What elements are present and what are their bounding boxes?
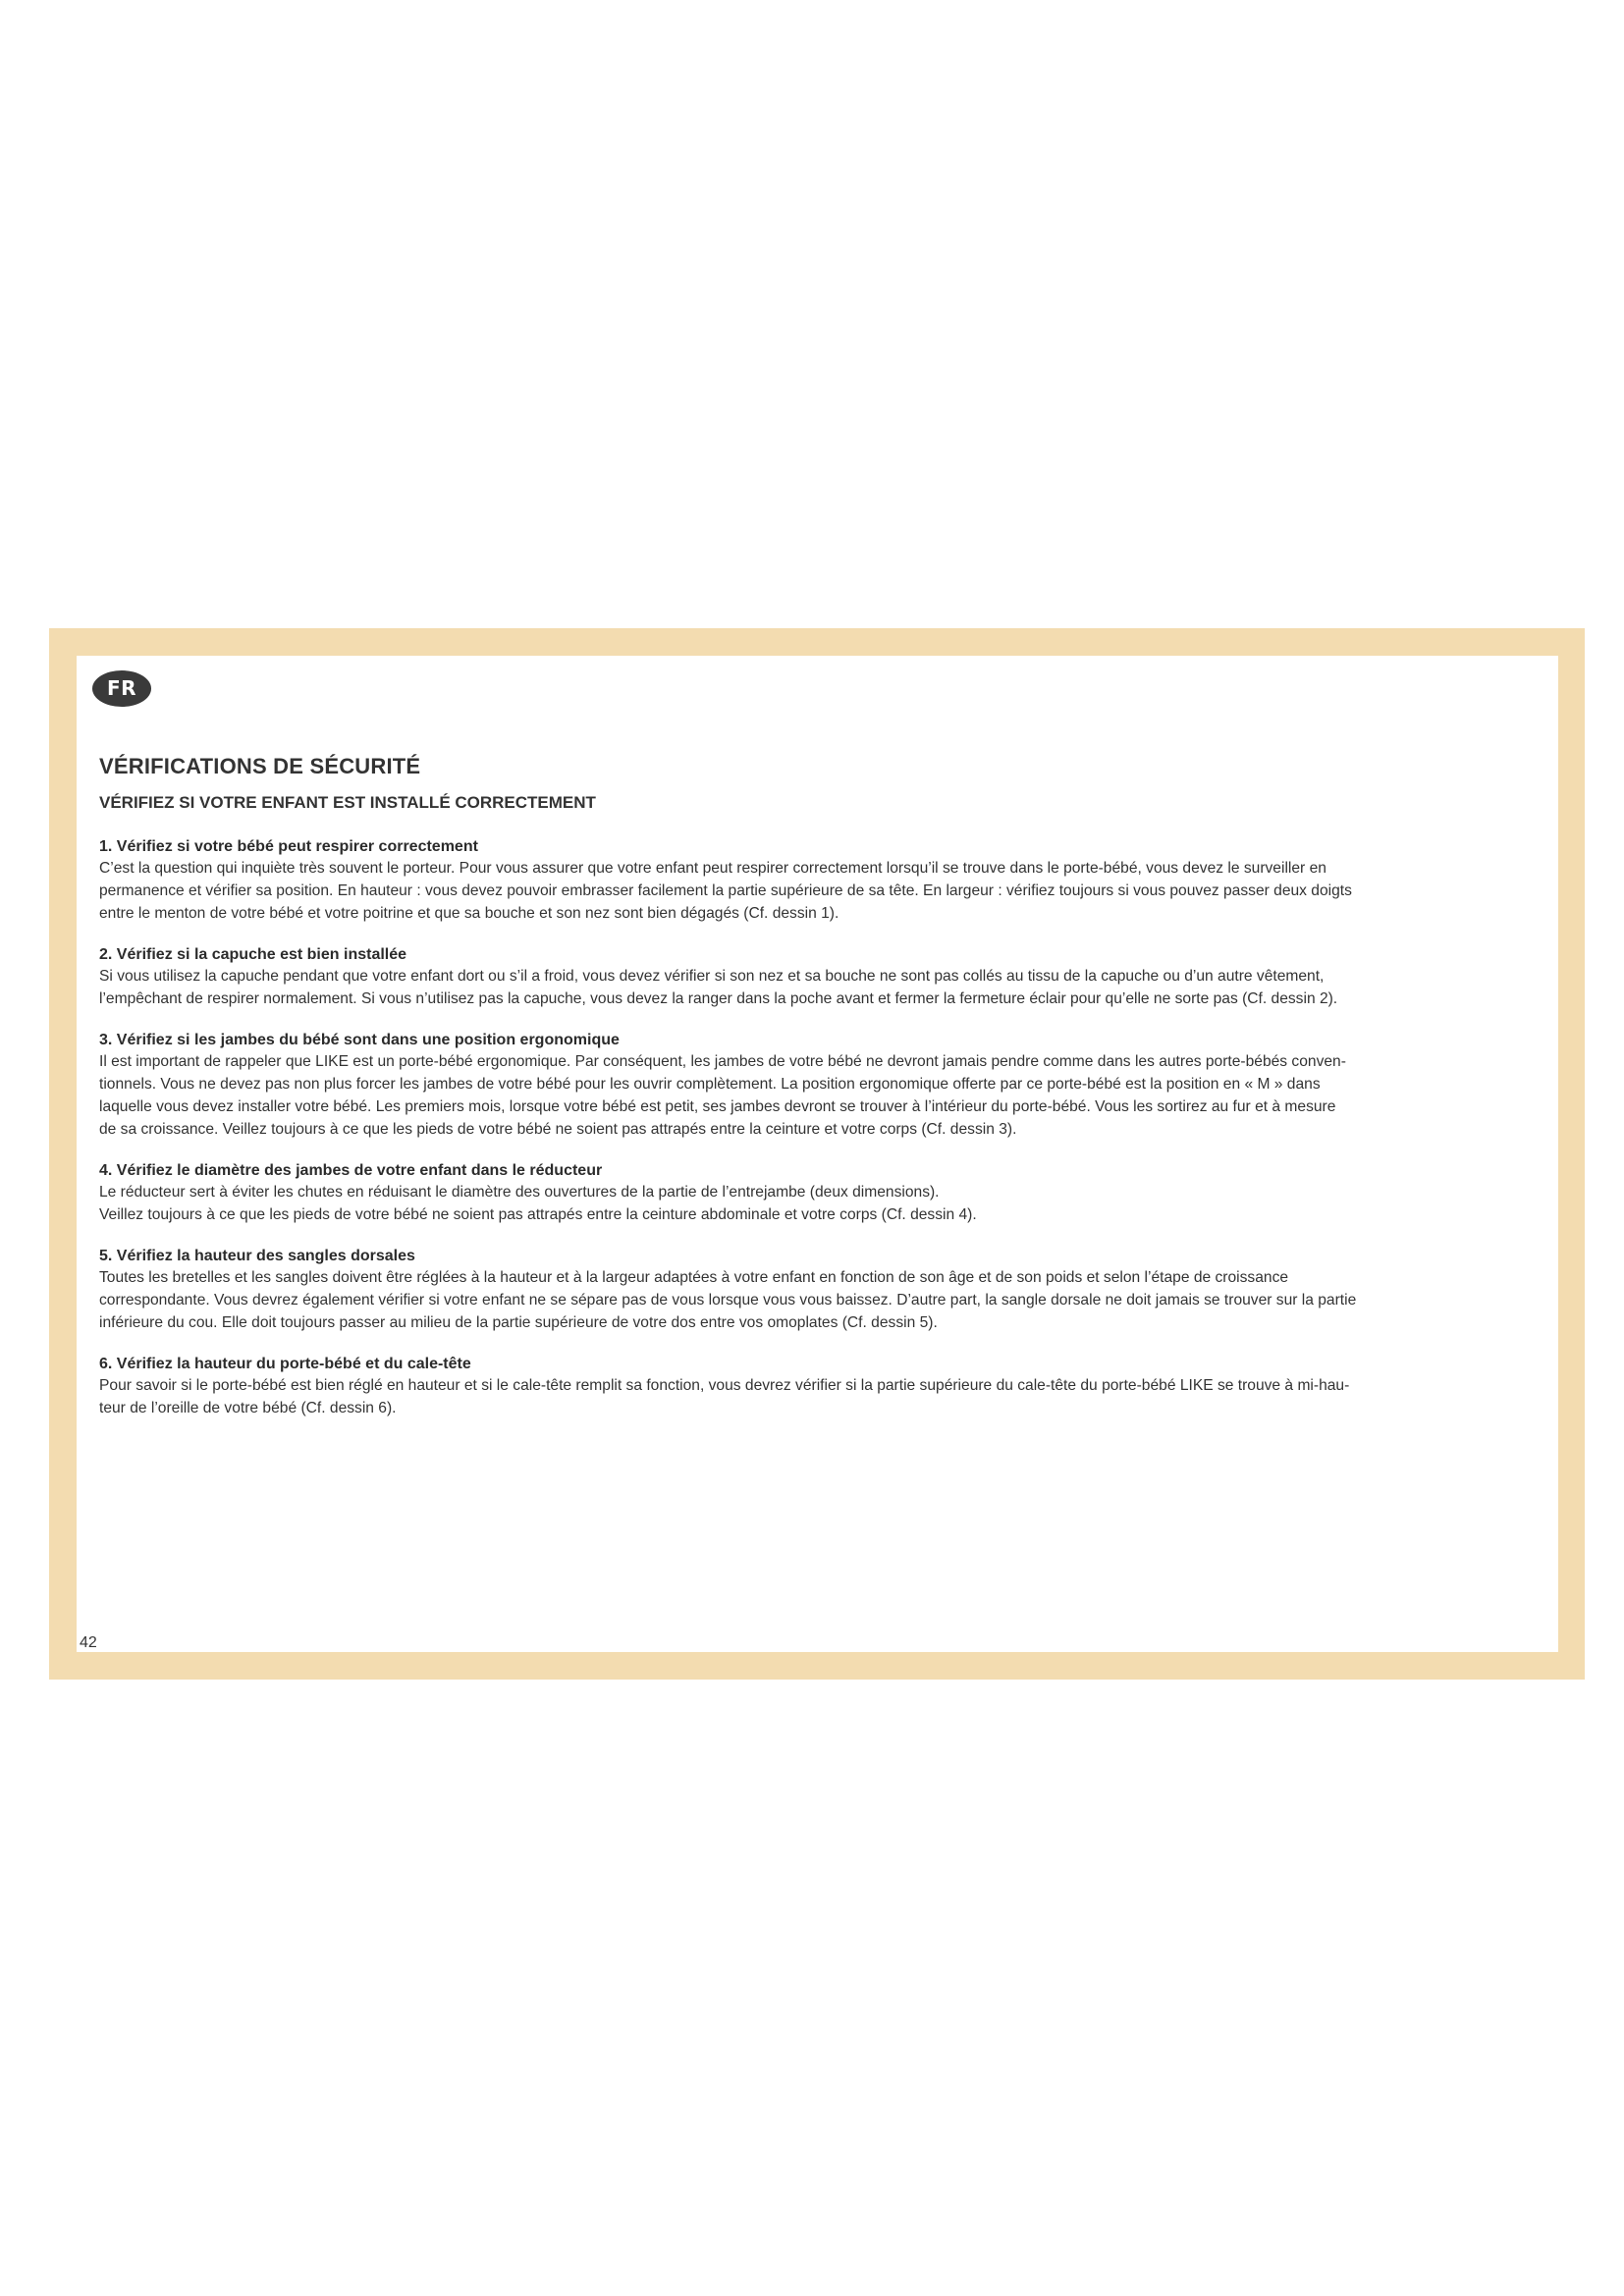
section-2 — [99, 944, 1535, 1010]
section-body — [99, 1181, 1535, 1226]
text-line: permanence et vérifier sa position. En hauteur : vous devez pouvoir embrasser facilement la partie supérieure de sa tête. En largeur : vérifiez toujours si vous pouvez passer deux doigts — [99, 882, 1352, 899]
section-body — [99, 1050, 1535, 1141]
text-line: Le réducteur sert à éviter les chutes en réduisant le diamètre des ouvertures de la partie de l’entrejambe (deux dimensions). — [99, 1184, 940, 1201]
section-body — [99, 965, 1535, 1010]
section-3 — [99, 1030, 1535, 1141]
section-body — [99, 857, 1535, 925]
text-line: C’est la question qui inquiète très souvent le porteur. Pour vous assurer que votre enfant peut respirer correctement lorsqu’il se trouve dans le porte-bébé, vous devez le surveiller en — [99, 860, 1326, 877]
section-heading: 1. Vérifiez si votre bébé peut respirer correctement — [99, 838, 478, 855]
page-subtitle: VÉRIFIEZ SI VOTRE ENFANT EST INSTALLÉ CORRECTEMENT — [99, 793, 596, 812]
section-6 — [99, 1354, 1535, 1419]
section-body — [99, 1266, 1535, 1334]
text-line: Il est important de rappeler que LIKE est un porte-bébé ergonomique. Par conséquent, les jambes de votre bébé ne devront jamais pendre comme dans les autres porte-bébés conven- — [99, 1053, 1346, 1070]
section-body — [99, 1374, 1535, 1419]
page-number: 42 — [80, 1634, 97, 1651]
section-4 — [99, 1160, 1535, 1226]
text-line: de sa croissance. Veillez toujours à ce que les pieds de votre bébé ne soient pas attrapés entre la ceinture et votre corps (Cf. dessin 3). — [99, 1121, 1017, 1138]
section-heading: 2. Vérifiez si la capuche est bien installée — [99, 946, 407, 963]
page-frame — [49, 628, 1585, 1680]
text-line: inférieure du cou. Elle doit toujours passer au milieu de la partie supérieure de votre dos entre vos omoplates (Cf. dessin 5). — [99, 1314, 938, 1331]
page-title: VÉRIFICATIONS DE SÉCURITÉ — [99, 754, 421, 778]
text-line: laquelle vous devez installer votre bébé. Les premiers mois, lorsque votre bébé est petit, ses jambes devront se trouver à l’intérieur du porte-bébé. Vous les sortirez au fur et à mesure — [99, 1098, 1336, 1115]
text-line: l’empêchant de respirer normalement. Si vous n’utilisez pas la capuche, vous devez la ranger dans la poche avant et fermer la fermeture éclair pour qu’elle ne sorte pas (Cf. dessin 2). — [99, 990, 1338, 1007]
section-5 — [99, 1246, 1535, 1334]
section-1 — [99, 836, 1535, 925]
text-line: teur de l’oreille de votre bébé (Cf. dessin 6). — [99, 1400, 397, 1416]
text-line: Pour savoir si le porte-bébé est bien réglé en hauteur et si le cale-tête remplit sa fonction, vous devrez vérifier si la partie supérieure du cale-tête du porte-bébé LIKE se trouve à mi-hau- — [99, 1377, 1350, 1394]
text-line: correspondante. Vous devrez également vérifier si votre enfant ne se sépare pas de vous lorsque vous vous baissez. D’autre part, la sangle dorsale ne doit jamais se trouver sur la partie — [99, 1292, 1357, 1308]
text-line: Veillez toujours à ce que les pieds de votre bébé ne soient pas attrapés entre la ceinture abdominale et votre corps (Cf. dessin 4). — [99, 1206, 977, 1223]
content-panel — [77, 656, 1558, 1652]
text-line: tionnels. Vous ne devez pas non plus forcer les jambes de votre bébé pour les ouvrir complètement. La position ergonomique offerte par ce porte-bébé est la position en « M » dans — [99, 1076, 1321, 1093]
language-badge: FR — [92, 670, 151, 707]
section-heading: 6. Vérifiez la hauteur du porte-bébé et du cale-tête — [99, 1356, 471, 1372]
text-line: Toutes les bretelles et les sangles doivent être réglées à la hauteur et à la largeur adaptées à votre enfant en fonction de son âge et de son poids et selon l’étape de croissance — [99, 1269, 1289, 1286]
document-content — [99, 754, 1535, 1439]
text-line: entre le menton de votre bébé et votre poitrine et que sa bouche et son nez sont bien dégagés (Cf. dessin 1). — [99, 905, 839, 922]
text-line: Si vous utilisez la capuche pendant que votre enfant dort ou s’il a froid, vous devez vérifier si son nez et sa bouche ne sont pas collés au tissu de la capuche ou d’un autre vêtement, — [99, 968, 1325, 985]
section-heading: 5. Vérifiez la hauteur des sangles dorsales — [99, 1248, 415, 1264]
section-heading: 3. Vérifiez si les jambes du bébé sont dans une position ergonomique — [99, 1032, 620, 1048]
section-heading: 4. Vérifiez le diamètre des jambes de votre enfant dans le réducteur — [99, 1162, 603, 1179]
